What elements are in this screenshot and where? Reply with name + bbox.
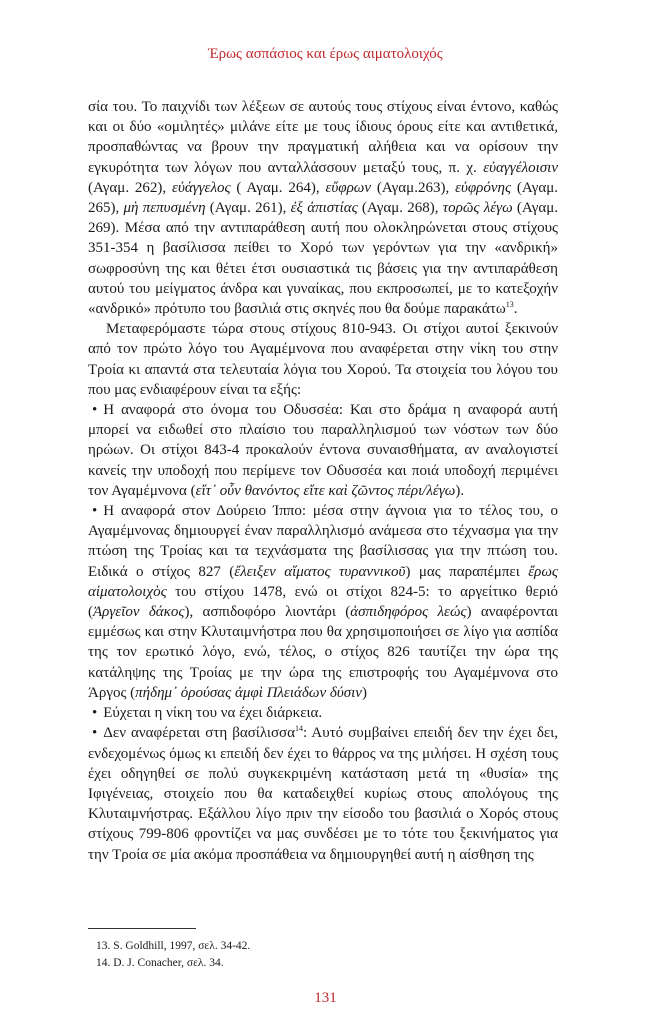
greek-quote: ἔλειξεν αἵματος τυραννικοῦ [234,563,406,580]
page-number: 131 [314,990,337,1006]
greek-quote: εὐάγγελος [172,179,231,196]
text-run: του στίχου 1478, ενώ οι στίχοι 824-5: το αργείτικο θεριό ( [88,583,558,621]
main-text [88,97,558,865]
footnote: 14. D. J. Conacher, σελ. 34. [96,957,224,969]
text-run: Δεν αναφέρεται στη βασίλισσα [103,725,296,742]
bullet-item: • Εύχεται η νίκη του να έχει διάρκεια. [88,703,558,723]
text-run: . [513,301,518,318]
text-run: ) [361,684,367,701]
text-run: ). [455,482,465,499]
text-run: Η αναφορά στον Δούρειο Ίππο: μέσα στην άγνοια για το τέλος του, ο Αγαμέμνονας δημιουργεί έναν παραλληλισμό ανάμεσα στο τέχνασμα για την πτώση της Τροίας και τα τεχνάσματα της βασίλισσας για την πτώση του. Ειδικά ο στίχος 827 ( [88,503,558,580]
footnotes [96,938,556,972]
bullet-item [88,723,558,864]
text-run: Η αναφορά στο όνομα του Οδυσσέα: Και στο δράμα η αναφορά αυτή μπορεί να ειδωθεί στο πλαίσιο του παραλληλισμού των νόστων των δύο ηρώων. Οι στίχοι 843-4 προκαλούν έντονα συναισθήματα, αν αναλογιστεί κανείς την υποδοχή που περίμενε τον Οδυσσέα και ποιά υποδοχή περιμένει τον Αγαμέμνονα ( [88,402,558,499]
bullet-item [88,400,558,501]
paragraph: Μεταφερόμαστε τώρα στους στίχους 810-943. Οι στίχοι αυτοί ξεκινούν από τον πρώτο λόγο του Αγαμέμνονα που αναφέρεται στην νίκη του στην Τροία κι απαντά στα τελευταία λόγια του Χορού. Τα στοιχεία του λόγου του που μας ενδιαφέρουν είναι τα εξής: [88,321,558,398]
text-run: ), ασπιδοφόρο λιοντάρι ( [184,604,351,621]
greek-quote: εὐφρόνης [455,179,512,196]
greek-quote: πήδημ᾽ ὀρούσας ἀμφὶ Πλειάδων δύσιν [135,684,362,701]
text-run: : Αυτό συμβαίνει επειδή δεν την έχει δει, ενδεχομένως όμως κι επειδή δεν έχει το θάρρος να της μιλήσει. Η σχέση τους έχει οδηγηθεί σε πολύ συγκεκριμένη κατάσταση μετά τη «θυσία» της Ιφιγένειας, στοιχείο που θα καταδειχθεί κυρίως στους απολόγους της Κλυταιμνήστρας. Εξάλλου λίγο πριν την είσοδο του βασιλιά ο Χορός στους στίχους 799-806 φροντίζει να μας συνδέσει με το τότε του ξεκινήματος για την Τροία σε μία ακόμα προσπάθεια να δημιουργηθεί αυτή η αίσθηση της [88,725,558,863]
running-title: Έρως ασπάσιος και έρως αιματολοιχός [208,46,443,62]
greek-quote: εἴτ᾽ οὖν θανόντος εἴτε καὶ ζῶντος πέρι/λέγω [195,482,456,499]
greek-quote: ἐξ ἀπιστίας [290,200,358,217]
footnote-ref[interactable]: 14 [295,724,304,734]
text-run: ) μας παραπέμπει [405,563,529,580]
text-run: ( Αγαμ. 264), [230,179,326,196]
greek-quote: ἀσπιδηφόρος λεώς [350,604,467,621]
footnote: 13. S. Goldhill, 1997, σελ. 34-42. [96,940,251,952]
paragraph-continued [88,97,558,319]
greek-quote: εὔφρων [325,179,372,196]
greek-quote: μὴ πεπυσμένη [123,200,206,217]
footnote-divider [88,928,196,929]
footnote-ref[interactable]: 13 [505,300,514,310]
text-run: (Αγαμ. 265), [88,179,558,217]
greek-quote: ἔρως αἱματολοιχὸς [88,563,558,600]
greek-quote: Ἀργεῖον δάκος [93,604,185,621]
text-run: (Αγαμ. 268), [357,200,443,217]
text-run: σία του. Το παιχνίδι των λέξεων σε αυτούς τους στίχους είναι έντονο, καθώς και οι δύο «ομιλητές» μιλάνε είτε με τους ίδιους όρους είτε και αντιθετικά, προσπαθώντας να βρουν την πραγματική αλήθεια και να ορίσουν την εγκυρότητα των λόγων που ανταλλάσσουν μεταξύ τους, π. χ. [88,99,558,176]
bullet-item [88,501,558,703]
text-run: (Αγαμ. 269). Μέσα από την αντιπαράθεση αυτή που ολοκληρώνεται στους στίχους 351-354 η βασίλισσα πείθει το Χορό των γερόντων για την «ανδρική» σωφροσύνη της και θέτει έτσι ουσιαστικά τις βάσεις για την αντιπαράθεση αυτού του μείγματος άνδρα και γυναίκας, που εκπροσωπεί, με το κατεξοχήν «ανδρικό» πρότυπο του βασιλιά στις σκηνές που θα δούμε παρακάτω [88,200,559,318]
text-run: ) αναφέρονται εμμέσως και στην Κλυταιμνήστρα που θα χρησιμοποιήσει σε λίγο για ασπίδα της τον ερωτικό λόγο, ενώ, τέλος, ο στίχος 826 ταυτίζει την ώρα της κατάληψης της Τροίας με την ώρα της επιστροφής του Αγαμέμνονα στο Άργος ( [88,604,558,701]
greek-quote: τορῶς λέγω [442,200,513,217]
text-run: (Αγαμ. 262), [88,179,173,196]
greek-quote: εὐαγγέλοισιν [483,159,558,176]
text-run: (Αγαμ.263), [371,179,456,196]
text-run: (Αγαμ. 261), [205,200,291,217]
